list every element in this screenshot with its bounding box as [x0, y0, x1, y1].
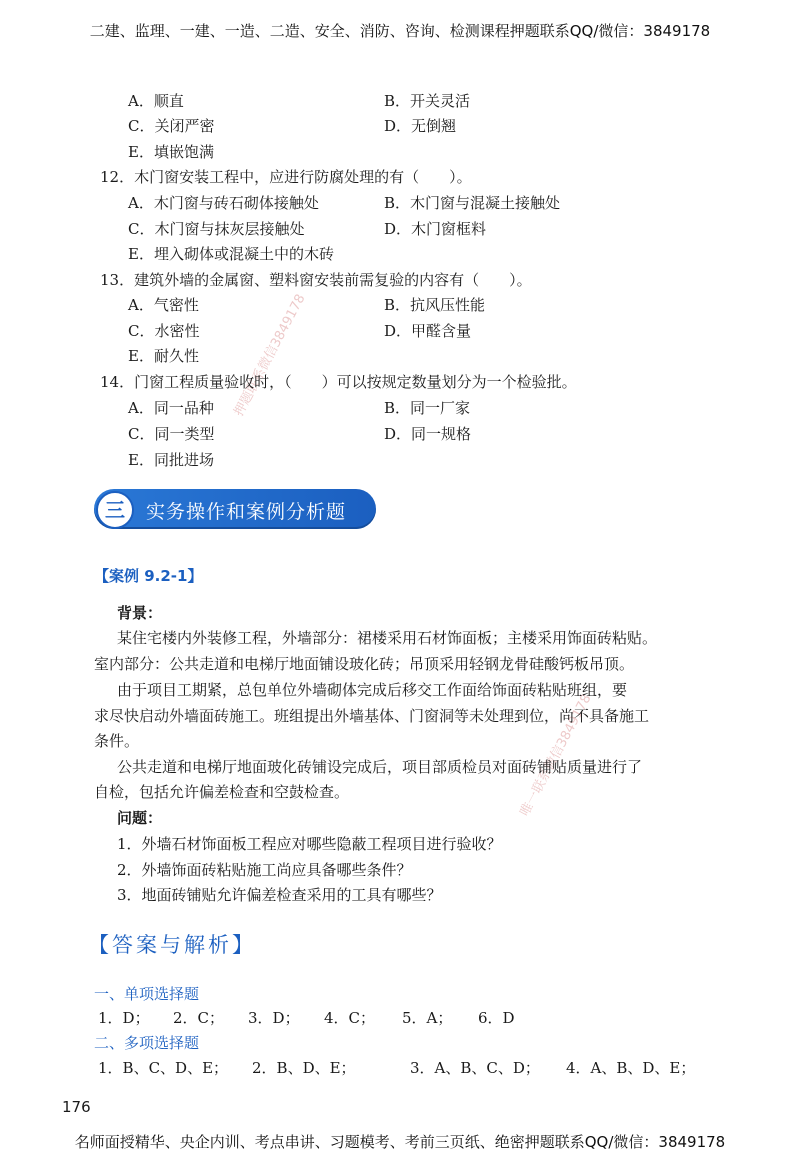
q14-option-c: C．同一类型 [128, 425, 215, 443]
q14-option-b: B．同一厂家 [384, 399, 471, 417]
single-answer: 3．D； [248, 1009, 300, 1027]
q13-option-a: A．气密性 [128, 296, 199, 314]
case-label: 【案例 9.2-1】 [94, 567, 203, 585]
footer-banner: 名师面授精华、央企内训、考点串讲、习题模考、考前三页纸、绝密押题联系QQ/微信：3849178 [74, 1133, 726, 1151]
q11-option-c: C．关闭严密 [128, 117, 215, 135]
case-question: 1．外墙石材饰面板工程应对哪些隐蔽工程项目进行验收？ [117, 835, 502, 853]
q11-option-b: B．开关灵活 [384, 92, 471, 110]
single-answer: 6．D [478, 1009, 515, 1027]
q12-option-b: B．木门窗与混凝土接触处 [384, 194, 561, 212]
q14-option-a: A．同一品种 [128, 399, 214, 417]
multi-answer: 4．A、B、D、E； [566, 1059, 696, 1077]
q12-option-d: D．木门窗框料 [384, 220, 487, 238]
q13-stem: 13．建筑外墙的金属窗、塑料窗安装前需复验的内容有（ ）。 [100, 271, 532, 289]
case-question: 3．地面砖铺贴允许偏差检查采用的工具有哪些？ [117, 886, 442, 904]
section-title: 实务操作和案例分析题 [146, 501, 347, 523]
case-paragraph-line: 求尽快启动外墙面砖施工。班组提出外墙基体、门窗洞等未处理到位，尚不具备施工 [94, 707, 650, 725]
single-answer: 2．C； [173, 1009, 225, 1027]
single-choice-title: 一、单项选择题 [94, 985, 200, 1003]
q13-option-c: C．水密性 [128, 322, 200, 340]
q11-option-e: E．填嵌饱满 [128, 143, 214, 161]
q14-option-e: E．同批进场 [128, 451, 214, 469]
case-paragraph-line: 某住宅楼内外装修工程，外墙部分：裙楼采用石材饰面板；主楼采用饰面砖粘贴。 [117, 629, 658, 647]
case-paragraph-line: 室内部分：公共走道和电梯厅地面铺设玻化砖；吊顶采用轻钢龙骨硅酸钙板吊顶。 [94, 655, 635, 673]
q13-option-e: E．耐久性 [128, 347, 199, 365]
q14-option-d: D．同一规格 [384, 425, 472, 443]
section-number-badge: 三 [96, 491, 134, 529]
q13-option-d: D．甲醛含量 [384, 322, 472, 340]
q13-option-b: B．抗风压性能 [384, 296, 486, 314]
multi-choice-title: 二、多项选择题 [94, 1034, 200, 1052]
q12-option-e: E．埋入砌体或混凝土中的木砖 [128, 245, 334, 263]
q12-option-c: C．木门窗与抹灰层接触处 [128, 220, 305, 238]
case-paragraph-line: 条件。 [94, 732, 140, 750]
multi-answer: 2．B、D、E； [252, 1059, 356, 1077]
q12-stem: 12．木门窗安装工程中，应进行防腐处理的有（ ）。 [100, 168, 472, 186]
header-banner: 二建、监理、一建、一造、二造、安全、消防、咨询、检测课程押题联系QQ/微信：3849178 [89, 22, 711, 40]
single-answer: 1．D； [98, 1009, 150, 1027]
case-paragraph-line: 公共走道和电梯厅地面玻化砖铺设完成后，项目部质检员对面砖铺贴质量进行了 [117, 758, 643, 776]
watermark-text: 唯一联系微信3849178 [517, 691, 595, 819]
q14-stem: 14．门窗工程质量验收时，（ ）可以按规定数量划分为一个检验批。 [100, 373, 577, 391]
multi-answer: 1．B、C、D、E； [98, 1059, 229, 1077]
case-question: 2．外墙饰面砖粘贴施工尚应具备哪些条件？ [117, 861, 412, 879]
q11-option-d: D．无倒翘 [384, 117, 457, 135]
background-label: 背景： [117, 604, 163, 622]
questions-label: 问题： [117, 809, 163, 827]
multi-answer: 3．A、B、C、D； [410, 1059, 540, 1077]
case-paragraph-line: 自检，包括允许偏差检查和空鼓检查。 [94, 783, 350, 801]
page-number: 176 [62, 1098, 91, 1116]
single-answer: 5．A； [402, 1009, 453, 1027]
case-paragraph-line: 由于项目工期紧，总包单位外墙砌体完成后移交工作面给饰面砖粘贴班组，要 [117, 681, 628, 699]
single-answer: 4．C； [324, 1009, 376, 1027]
q11-option-a: A．顺直 [128, 92, 184, 110]
watermark-text: 押题联系微信3849178 [231, 291, 309, 419]
q12-option-a: A．木门窗与砖石砌体接触处 [128, 194, 319, 212]
answers-heading: 【答案与解析】 [88, 933, 256, 957]
